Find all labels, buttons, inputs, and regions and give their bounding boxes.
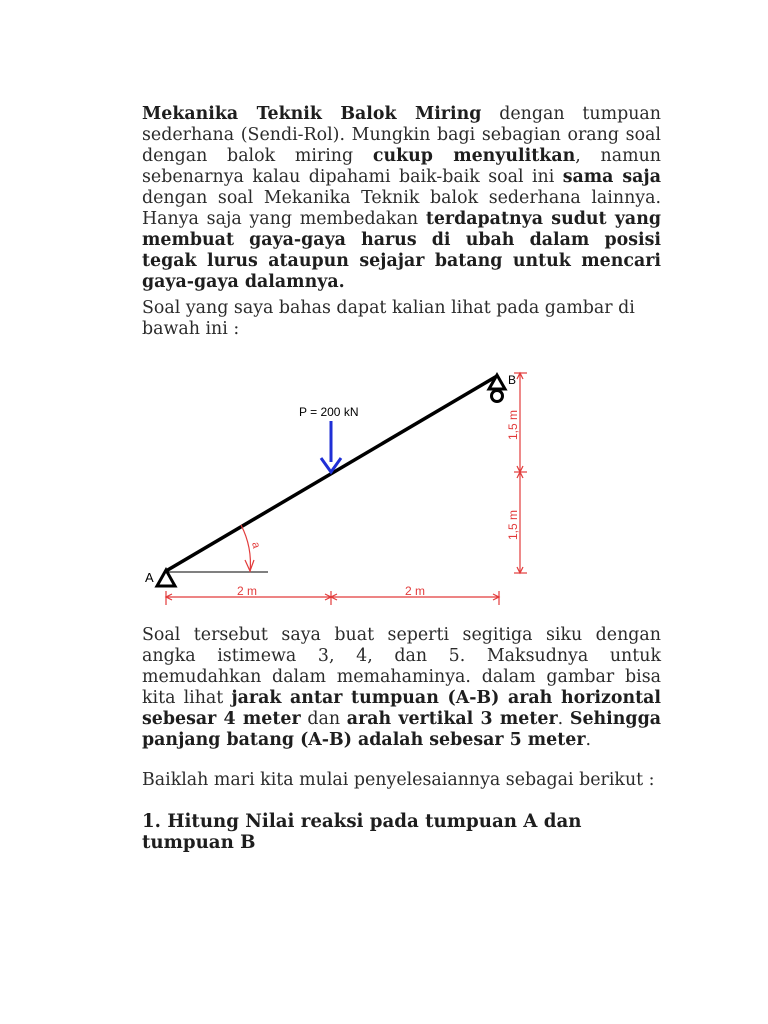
- figure-intro-paragraph: Soal yang saya bahas dapat kalian lihat pada gambar di bawah ini :: [142, 298, 635, 339]
- intro-text-3: dengan soal Mekanika Teknik balok sederhana lainnya. Hanya saja yang membedakan: [142, 188, 661, 229]
- dim-label-h1: 2 m: [237, 584, 258, 598]
- solution-intro-paragraph: Baiklah mari kita mulai penyelesaiannya sebagai berikut :: [142, 770, 655, 790]
- step-heading: 1. Hitung Nilai reaksi pada tumpuan A dan tumpuan B: [142, 811, 582, 853]
- dim-label-v1: 1,5 m: [506, 409, 520, 440]
- intro-bold-4: terdapatnya sudut yang membuat gaya-gaya harus di ubah dalam posisi tegak lurus ataupun sejajar batang untuk mencari gaya-gaya dalamnya.: [142, 209, 661, 292]
- intro-bold-1: Mekanika Teknik Balok Miring: [142, 104, 482, 124]
- explanation-text-4: .: [585, 730, 592, 750]
- support-b-label: B: [508, 373, 517, 387]
- explanation-text-1: Soal tersebut saya buat seperti segitiga siku dengan angka istimewa 3, 4, dan 5. Maksudnya untuk memudahkan dalam memahaminya. dalam gambar bisa kita lihat: [142, 625, 661, 708]
- roller-support-b: [489, 375, 505, 389]
- intro-text-2: , namun sebenarnya kalau dipahami baik-baik soal ini: [142, 146, 661, 187]
- angle-label: a: [249, 540, 263, 550]
- explanation-bold-2: arah vertikal 3 meter: [346, 709, 558, 729]
- dim-label-v2: 1,5 m: [506, 509, 520, 540]
- roller-support-b-wheel: [492, 391, 503, 402]
- intro-text-1: dengan tumpuan sederhana (Sendi-Rol). Mungkin bagi sebagian orang soal dengan balok miring: [142, 104, 661, 166]
- intro-bold-3: sama saja: [562, 167, 661, 187]
- angle-arc-arrow: [245, 560, 254, 571]
- load-label: P = 200 kN: [299, 405, 359, 419]
- dim-label-h2: 2 m: [405, 584, 426, 598]
- explanation-bold-3: Sehingga panjang batang (A-B) adalah sebesar 5 meter: [142, 709, 661, 750]
- intro-bold-2: cukup menyulitkan: [372, 146, 576, 166]
- angle-arc: [241, 525, 250, 572]
- support-a-label: A: [145, 570, 154, 585]
- explanation-bold-1: jarak antar tumpuan (A-B) arah horizontal sebesar 4 meter: [142, 688, 661, 729]
- explanation-text-3: .: [557, 709, 570, 729]
- explanation-text-2: dan: [300, 709, 347, 729]
